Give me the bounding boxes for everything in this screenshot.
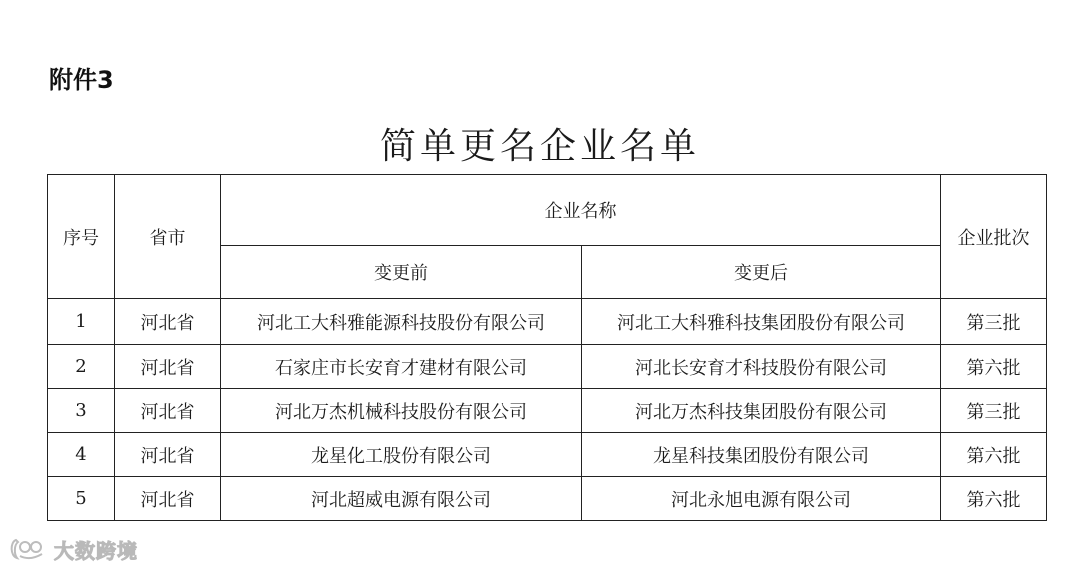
table-row — [48, 433, 1047, 477]
table-row — [48, 299, 1047, 345]
cell-name-before: 河北万杰机械科技股份有限公司 — [221, 389, 582, 433]
cell-name-after: 河北工大科雅科技集团股份有限公司 — [582, 299, 941, 345]
header-name-before: 变更前 — [221, 246, 582, 299]
table-row — [48, 389, 1047, 433]
cell-name-before: 石家庄市长安育才建材有限公司 — [221, 345, 582, 389]
header-batch: 企业批次 — [941, 175, 1047, 299]
header-province: 省市 — [115, 175, 221, 299]
header-name-after: 变更后 — [582, 246, 941, 299]
attachment-label: 附件3 — [49, 66, 114, 94]
cell-province: 河北省 — [115, 477, 221, 521]
cell-name-before: 河北工大科雅能源科技股份有限公司 — [221, 299, 582, 345]
cell-seq: 3 — [48, 389, 115, 433]
cell-name-before: 龙星化工股份有限公司 — [221, 433, 582, 477]
cell-province: 河北省 — [115, 389, 221, 433]
cell-name-before: 河北超威电源有限公司 — [221, 477, 582, 521]
cell-batch: 第三批 — [941, 389, 1047, 433]
watermark-text: 大数跨境 — [54, 538, 138, 563]
header-seq: 序号 — [48, 175, 115, 299]
cell-name-after: 河北万杰科技集团股份有限公司 — [582, 389, 941, 433]
cell-name-after: 龙星科技集团股份有限公司 — [582, 433, 941, 477]
enterprise-rename-table — [47, 174, 1047, 521]
table-row — [48, 477, 1047, 521]
cell-province: 河北省 — [115, 433, 221, 477]
table-header-row — [48, 175, 1047, 246]
cell-province: 河北省 — [115, 299, 221, 345]
cell-name-after: 河北长安育才科技股份有限公司 — [582, 345, 941, 389]
cell-seq: 1 — [48, 299, 115, 345]
header-enterprise-name: 企业名称 — [221, 175, 941, 246]
cell-batch: 第三批 — [941, 299, 1047, 345]
brand-logo-icon — [8, 537, 48, 561]
cell-batch: 第六批 — [941, 345, 1047, 389]
cell-batch: 第六批 — [941, 433, 1047, 477]
cell-seq: 5 — [48, 477, 115, 521]
cell-province: 河北省 — [115, 345, 221, 389]
table-row — [48, 345, 1047, 389]
cell-seq: 4 — [48, 433, 115, 477]
cell-seq: 2 — [48, 345, 115, 389]
cell-name-after: 河北永旭电源有限公司 — [582, 477, 941, 521]
cell-batch: 第六批 — [941, 477, 1047, 521]
watermark — [8, 535, 138, 563]
document-title: 简单更名企业名单 — [379, 126, 700, 167]
